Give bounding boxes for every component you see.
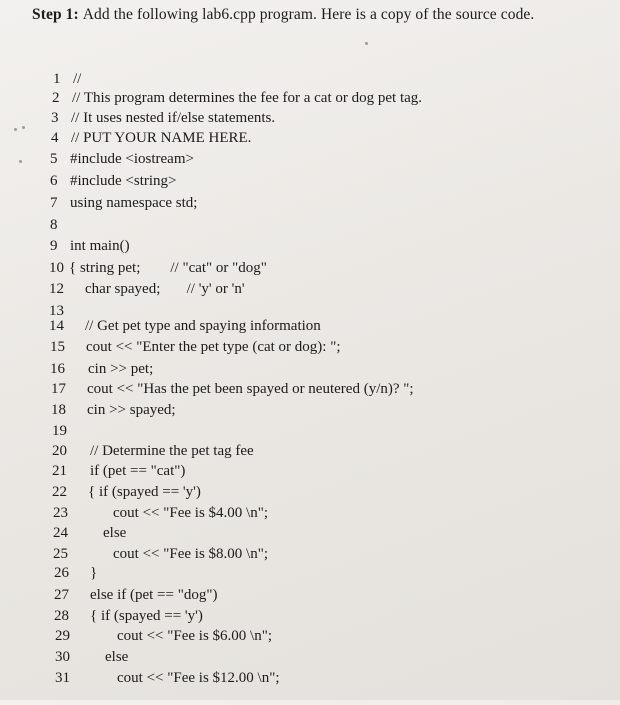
line-number: 6 [50,173,58,189]
line-number: 8 [50,217,58,233]
line-number: 12 [49,281,64,297]
line-number: 16 [50,361,65,377]
code-text: cout << "Has the pet been spayed or neutered (y/n)? "; [87,381,414,397]
code-text: using namespace std; [70,195,198,211]
stray-mark [365,42,368,45]
code-text: // Determine the pet tag fee [90,443,254,459]
code-text: // [73,71,82,87]
line-number: 24 [53,525,68,541]
line-number: 14 [49,318,64,334]
line-number: 10 [49,260,64,276]
code-line [40,651,280,705]
code-text: char spayed; // 'y' or 'n' [85,281,245,297]
line-number: 2 [52,90,60,106]
code-text: cout << "Fee is $4.00 \n"; [113,505,268,521]
line-number: 23 [53,505,68,521]
code-text: else if (pet == "dog") [90,587,218,603]
line-number: 19 [52,423,67,439]
line-number: 25 [53,546,68,562]
code-text: #include <string> [70,173,177,189]
line-number: 26 [54,565,69,581]
code-text: { if (spayed == 'y') [90,608,203,624]
line-number: 27 [54,587,69,603]
stray-mark [19,160,22,163]
step-heading [32,6,534,24]
code-text: cout << "Fee is $6.00 \n"; [117,628,272,644]
code-text: cin >> spayed; [87,402,176,418]
step-label: Step 1: [32,6,79,23]
code-text: } [90,565,98,581]
code-text: if (pet == "cat") [90,463,186,479]
stray-mark [14,128,17,131]
line-number: 20 [52,443,67,459]
line-number: 28 [54,608,69,624]
code-text: else [103,525,127,541]
code-text: { string pet; // "cat" or "dog" [69,260,267,276]
line-number: 9 [50,238,58,254]
code-text: cout << "Fee is $12.00 \n"; [117,670,280,686]
line-number: 15 [50,339,65,355]
line-number: 30 [55,649,70,665]
line-number: 5 [50,151,58,167]
line-number: 7 [50,195,58,211]
code-text: // It uses nested if/else statements. [71,110,276,126]
code-text: cout << "Enter the pet type (cat or dog): "; [86,339,341,355]
code-text: cout << "Fee is $8.00 \n"; [113,546,268,562]
line-number: 18 [51,402,66,418]
code-text: cin >> pet; [88,361,154,377]
code-text: { if (spayed == 'y') [88,484,201,500]
line-number: 3 [51,110,59,126]
line-number: 13 [49,303,64,319]
line-number: 4 [51,130,59,146]
line-number: 31 [55,670,70,686]
code-text: #include <iostream> [70,151,194,167]
step-text: Add the following lab6.cpp program. Here is a copy of the source code. [82,6,535,23]
line-number: 29 [55,628,70,644]
line-number: 22 [52,484,67,500]
line-number: 17 [51,381,66,397]
code-text: int main() [70,238,130,254]
stray-mark [22,126,25,129]
code-text: // This program determines the fee for a cat or dog pet tag. [72,90,423,106]
code-text: // PUT YOUR NAME HERE. [71,130,252,146]
code-text: // Get pet type and spaying information [85,318,321,334]
line-number: 1 [53,71,61,87]
code-text: else [105,649,129,665]
line-number: 21 [52,463,67,479]
